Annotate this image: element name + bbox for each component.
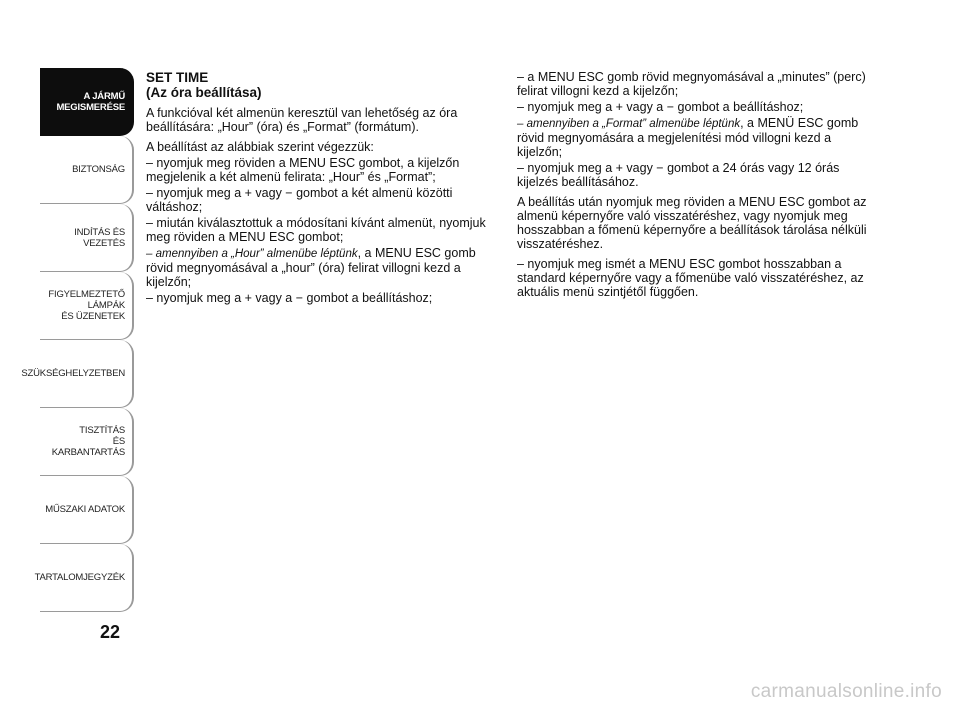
step-item: – miután kiválasztottuk a módosítani kívánt almenüt, nyomjuk meg röviden a MENU ESC gombot;: [146, 216, 486, 244]
step-item: – nyomjuk meg röviden a MENU ESC gombot, a kijelzőn megjelenik a két almenü felirata: „Hour” és „Format”;: [146, 156, 460, 184]
paragraph: A beállítás után nyomjuk meg röviden a MENU ESC gombot az almenü képernyőre való visszatéréshez, vagy nyomjuk meg hosszabban a főmenü képernyőre a beállítások tárolása nélküli visszatéréshez.: [517, 195, 867, 251]
section-subtitle: (Az óra beállítása): [146, 85, 262, 100]
step-item: – nyomjuk meg a + vagy a − gombot a beállításhoz;: [517, 100, 804, 114]
tab-tisztitas-es-karbantartas[interactable]: TISZTÍTÁS ÉS KARBANTARTÁS: [40, 408, 134, 476]
step-item: – nyomjuk meg a + vagy a − gombot a beállításhoz;: [146, 291, 433, 305]
right-column: [517, 70, 877, 299]
tab-biztonsag[interactable]: BIZTONSÁG: [40, 136, 134, 204]
tab-figyelmezteto-lampak[interactable]: FIGYELMEZTETŐ LÁMPÁK ÉS ÜZENETEK: [40, 272, 134, 340]
step-item: – nyomjuk meg a + vagy − gombot a 24 órás vagy 12 órás kijelzés beállításához.: [517, 161, 840, 189]
section-title: SET TIME: [146, 70, 209, 85]
page-number: 22: [100, 622, 121, 642]
tab-a-jarmu-megismerese[interactable]: A JÁRMŰ MEGISMERÉSE: [40, 68, 134, 136]
tab-muszaki-adatok[interactable]: MŰSZAKI ADATOK: [40, 476, 134, 544]
tab-inditas-es-vezetes[interactable]: INDÍTÁS ÉS VEZETÉS: [40, 204, 134, 272]
step-lead: – amennyiben a „Hour” almenübe léptünk: [146, 248, 358, 260]
step-item: [517, 116, 877, 159]
step-item: [146, 246, 496, 289]
left-column: [146, 70, 496, 305]
tab-szukseghelyzetben[interactable]: SZÜKSÉGHELYZETBEN: [40, 340, 134, 408]
step-lead: – amennyiben a „Format” almenübe léptünk: [517, 118, 741, 130]
paragraph: A beállítást az alábbiak szerint végezzük:: [146, 140, 374, 154]
chapter-sidebar: [21, 68, 134, 612]
step-item: – nyomjuk meg ismét a MENU ESC gombot hosszabban a standard képernyőre vagy a főmenübe való visszatéréshez, az aktuális menü szintjétől függően.: [517, 257, 864, 299]
tab-tartalomjegyzek[interactable]: TARTALOMJEGYZÉK: [40, 544, 134, 612]
watermark-text: carmanualsonline.info: [750, 681, 942, 702]
step-text: , a MENU ESC gomb rövid megnyomásával a „hour” (óra) felirat villogni kezd a kijelzőn;: [146, 246, 476, 289]
step-item: – nyomjuk meg a + vagy − gombot a két almenü közötti váltáshoz;: [146, 186, 453, 214]
step-item: – a MENU ESC gomb rövid megnyomásával a „minutes” (perc) felirat villogni kezd a kijelzőn;: [517, 70, 866, 98]
paragraph: A funkcióval két almenün keresztül van lehetőség az óra beállítására: „Hour” (óra) és „Format” (formátum).: [146, 106, 458, 134]
step-text: , a MENÜ ESC gomb rövid megnyomására a megjelenítési mód villogni kezd a kijelzőn;: [517, 116, 859, 159]
